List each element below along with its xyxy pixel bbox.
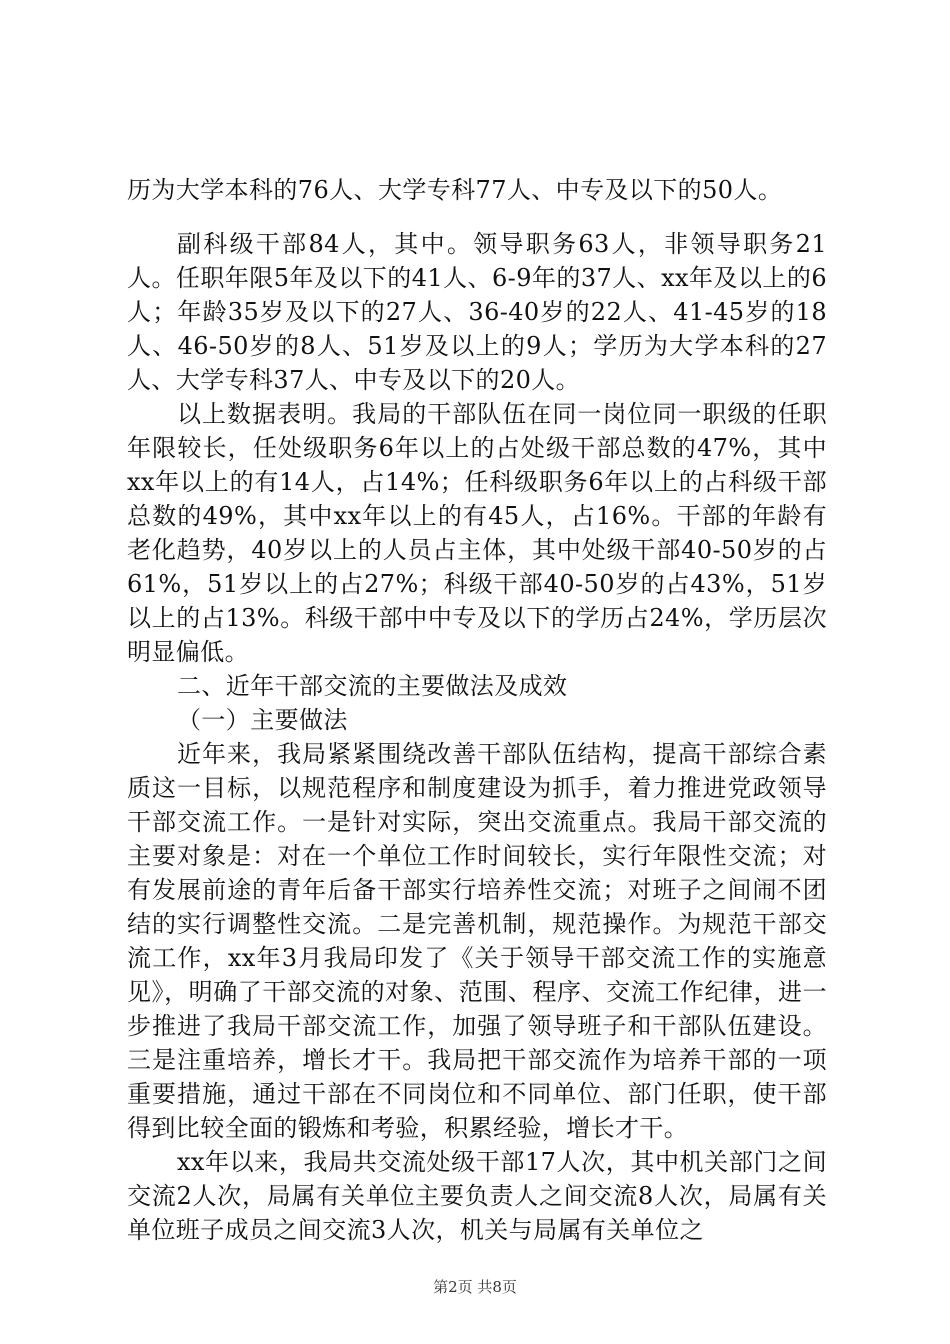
document-body xyxy=(127,173,827,1247)
paragraph-education-summary: 历为大学本科的76人、大学专科77人、中专及以下的50人。 xyxy=(127,176,783,204)
paragraph-data-analysis: 以上数据表明。我局的干部队伍在同一岗位同一职级的任职年限较长，任处级职务6年以上的占处级干部总数的47%，其中xx年以上的有14人，占14%；任科级职务6年以上的占科级干部总数的49%，其中xx年以上的有45人，占16%。干部的年龄有老化趋势，40岁以上的人员占主体，其中处级干部40-50岁的占61%，51岁以上的占27%；科级干部40-50岁的占43%，51岁以上的占13%。科级干部中中专及以下的学历占24%，学历层次明显偏低。 xyxy=(127,400,827,666)
subsection-heading-1: （一）主要做法 xyxy=(177,706,348,734)
paragraph-deputy-section-stats: 副科级干部84人，其中。领导职务63人，非领导职务21人。任职年限5年及以下的41人、6-9年的37人、xx年及以上的6人；年龄35岁及以下的27人、36-40岁的22人、41-45岁的18人、46-50岁的8人、51岁及以上的9人；学历为大学本科的27人、大学专科37人、中专及以下的20人。 xyxy=(127,230,827,394)
section-heading-2: 二、近年干部交流的主要做法及成效 xyxy=(177,672,568,700)
page-footer: 第2页 共8页 xyxy=(433,1278,517,1296)
paragraph-exchange-results: xx年以来，我局共交流处级干部17人次，其中机关部门之间交流2人次，局属有关单位主要负责人之间交流8人次，局属有关单位班子成员之间交流3人次，机关与局属有关单位之 xyxy=(127,1148,827,1244)
paragraph-main-practices: 近年来，我局紧紧围绕改善干部队伍结构，提高干部综合素质这一目标，以规范程序和制度建设为抓手，着力推进党政领导干部交流工作。一是针对实际，突出交流重点。我局干部交流的主要对象是：对在一个单位工作时间较长，实行年限性交流；对有发展前途的青年后备干部实行培养性交流；对班子之间闹不团结的实行调整性交流。二是完善机制，规范操作。为规范干部交流工作，xx年3月我局印发了《关于领导干部交流工作的实施意见》，明确了干部交流的对象、范围、程序、交流工作纪律，进一步推进了我局干部交流工作，加强了领导班子和干部队伍建设。三是注重培养，增长才干。我局把干部交流作为培养干部的一项重要措施，通过干部在不同岗位和不同单位、部门任职，使干部得到比较全面的锻炼和考验，积累经验，增长才干。 xyxy=(127,740,827,1142)
